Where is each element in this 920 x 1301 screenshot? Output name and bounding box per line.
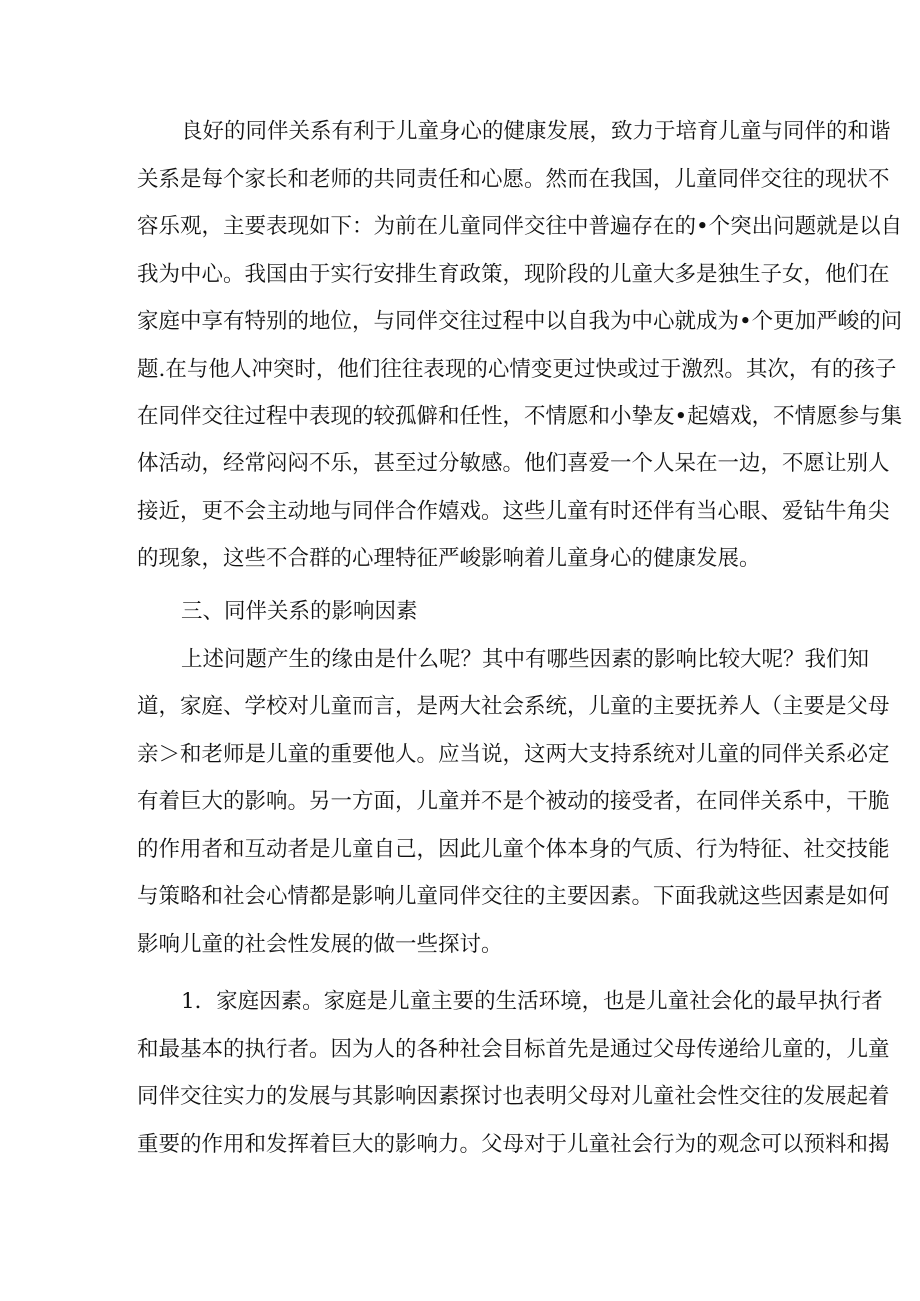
paragraph-line: 的作用者和互动者是儿童自己，因此儿童个体本身的气质、行为特征、社交技能 [137, 837, 890, 862]
paragraph-line: 良好的同伴关系有利于儿童身心的健康发展，致力于培育儿童与同伴的和谐 [181, 119, 891, 144]
paragraph-line: 关系是每个家长和老师的共同责任和心愿。然而在我国，儿童同伴交往的现状不 [137, 167, 890, 192]
paragraph-line: 在同伴交往过程中表现的较孤僻和任性，不情愿和小挚友•起嬉戏，不情愿参与集 [137, 404, 903, 429]
paragraph-line: 同伴交往实力的发展与其影响因素探讨也表明父母对儿童社会性交往的发展起着 [137, 1084, 890, 1109]
paragraph-line: 亲＞和老师是儿童的重要他人。应当说，这两大支持系统对儿童的同伴关系必定 [137, 742, 890, 767]
paragraph-line: 容乐观，主要表现如下：为前在儿童同伴交往中普遍存在的•个突出问题就是以自 [137, 214, 903, 239]
paragraph-line: 我为中心。我国由于实行安排生育政策，现阶段的儿童大多是独生子女，他们在 [137, 262, 890, 287]
paragraph-line: 上述问题产生的缘由是什么呢？其中有哪些因素的影响比较大呢？我们知 [181, 647, 870, 672]
paragraph-line: 道，家庭、学校对儿童而言，是两大社会系统，儿童的主要抚养人（主要是父母 [137, 694, 890, 719]
paragraph-line: 体活动，经常闷闷不乐，甚至过分敏感。他们喜爱一个人呆在一边，不愿让别人 [137, 451, 890, 476]
paragraph-line: 重要的作用和发挥着巨大的影响力。父母对于儿童社会行为的观念可以预料和揭 [137, 1132, 890, 1157]
section-heading: 三、同伴关系的影响因素 [181, 599, 418, 624]
paragraph-line: 1．家庭因素。家庭是儿童主要的生活环境，也是儿童社会化的最早执行者 [181, 989, 883, 1014]
paragraph-line: 题.在与他人冲突时，他们往往表现的心情变更过快或过于激烈。其次，有的孩子 [137, 357, 897, 382]
paragraph-line: 接近，更不会主动地与同伴合作嬉戏。这些儿童有时还伴有当心眼、爱钻牛角尖 [137, 499, 890, 524]
paragraph-line: 家庭中享有特别的地位，与同伴交往过程中以自我为中心就成为•个更加严峻的问 [137, 309, 903, 334]
paragraph-line: 和最基本的执行者。因为人的各种社会目标首先是通过父母传递给儿童的，儿童 [137, 1037, 890, 1062]
paragraph-line: 与策略和社会心情都是影响儿童同伴交往的主要因素。下面我就这些因素是如何 [137, 884, 890, 909]
paragraph-line: 影响儿童的社会性发展的做一些探讨。 [137, 932, 503, 957]
paragraph-line: 的现象，这些不合群的心理特征严峻影响着儿童身心的健康发展。 [137, 546, 761, 571]
paragraph-line: 有着巨大的影响。另一方面，儿童并不是个被动的接受者，在同伴关系中，干脆 [137, 789, 890, 814]
